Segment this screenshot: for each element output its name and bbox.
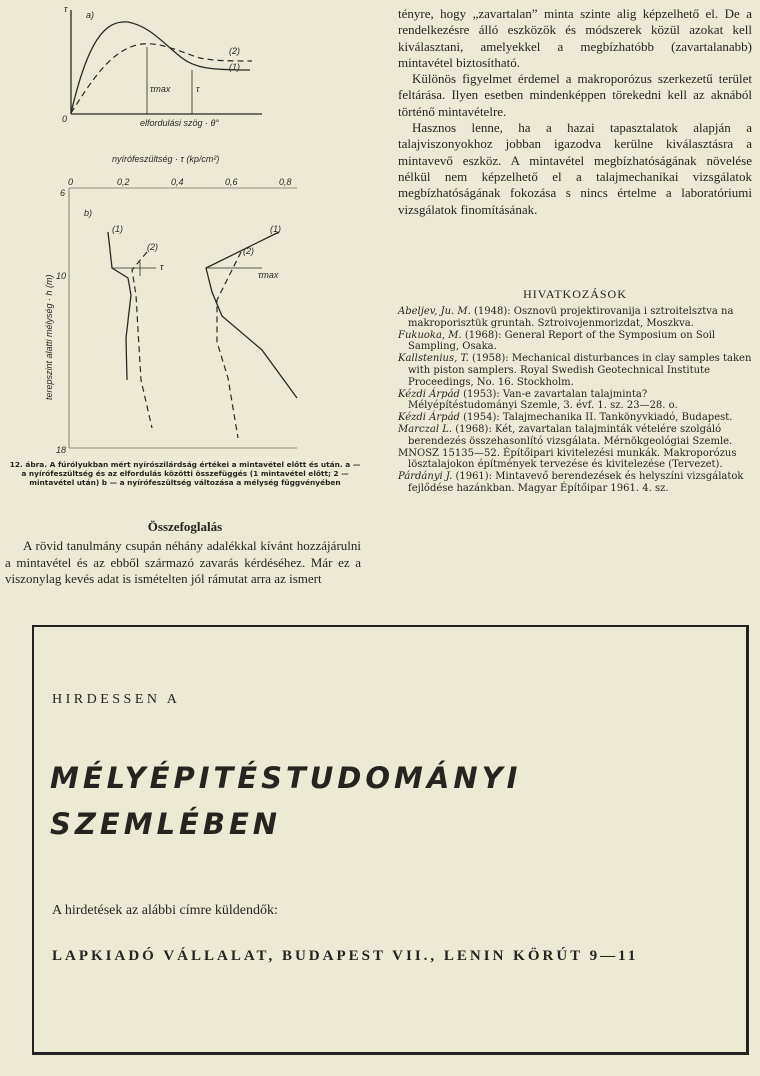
reference-item (398, 448, 752, 472)
panel-a-curve-1-label: (1) (229, 62, 240, 72)
panel-b-right-curve-1 (206, 232, 297, 398)
panel-a-tau-label: τ (196, 84, 200, 94)
panel-b-xtick-0: 0 (68, 177, 74, 187)
panel-a-curve-1 (71, 22, 250, 113)
reference-text: (1958): Mechanical disturbances in clay samples taken with piston samplers. Royal Swedish Geotechnical Institute Proceedings, No. 16. Stockholm. (408, 353, 752, 388)
paragraph-3: Hasznos lenne, ha a hazai tapasztalatok alapján a talajviszonyokhoz jobban igazodva kerülne kiválasztásra a mintavevő eszköz. A mintavétel megbízhatóságának növelése nélkül nem képzelhető el a talajmechanikai vizsgálatok megbízhatóságának fokozása s nincs értelme a laboratóriumi vizsgálatok finomításának. (398, 120, 752, 217)
panel-a-ylabel: τ (64, 4, 68, 14)
panel-b-grid (69, 188, 297, 448)
reference-item (398, 471, 752, 495)
panel-b-right-curve-2-label: (2) (243, 246, 254, 256)
panel-b-ytick-1: 10 (56, 271, 67, 281)
paragraph-2: Különös figyelmet érdemel a makroporózus szerkezetű terület feltárása. Ilyen esetben mindenképpen törekedni kell az aknából történő mintavételre. (398, 71, 752, 119)
reference-text: (1968): General Report of the Symposium on Soil Sampling, Osaka. (408, 329, 716, 353)
panel-b-left-curve-1 (108, 232, 131, 380)
summary-text: A rövid tanulmány csupán néhány adalékkal kívánt hozzájárulni a mintavétel és az ebből származó zavarás kérdéséhez. Már ez a viszonylag kevés adat is ismételten jól rámutat arra az ismert (5, 538, 361, 586)
reference-text: (1948): Osznovü projektirovanija i sztroitelsztva na makroporisztük gruntah. Sztroivojenmorizdat, Moszkva. (408, 306, 734, 329)
panel-b-left-curve-2-label: (2) (147, 242, 158, 252)
panel-b-left-curve-1-label: (1) (112, 224, 123, 234)
advertisement-box (32, 625, 749, 1055)
panel-b-ytick-0: 6 (60, 188, 66, 198)
reference-text: (1953): Van-e zavartalan talajminta? Mélyépítéstudományi Szemle, 3. évf. 1. sz. 23—28. o. (408, 388, 678, 412)
reference-text: (1954): Talajmechanika II. Tankönyvkiadó, Budapest. (459, 412, 733, 424)
panel-b-ylabel: terepszint alatti mélység · h (m) (44, 274, 54, 400)
figure-12 (0, 0, 380, 500)
reference-item (398, 330, 752, 354)
panel-a-label: a) (86, 10, 95, 20)
ad-intro: HIRDESSEN A (52, 692, 181, 707)
reference-author: Párdányi J. (398, 471, 453, 483)
references-list (398, 306, 752, 495)
panel-b-left-curve-2 (132, 252, 152, 428)
panel-a-xlabel: elfordulási szög · θ° (140, 118, 220, 128)
ad-address: LAPKIADÓ VÁLLALAT, BUDAPEST VII., LENIN KÖRÚT 9—11 (52, 948, 639, 964)
panel-b-right-curve-2 (217, 252, 241, 438)
panel-b-xtick-1: 0,2 (117, 177, 130, 187)
panel-b-right-curve-1-label: (1) (270, 224, 281, 234)
panel-b-right-tmax-label: τmax (258, 270, 279, 280)
reference-author: Kallstenius, T. (398, 353, 469, 365)
figure-panel-b-ticks (56, 177, 292, 455)
figure-caption: 12. ábra. A fúrólyukban mért nyírószilárdság értékei a mintavétel előtt és után. a — a nyírófeszültség és az elfordulás közötti összefüggés (1 mintavétel előtt; 2 — mintavétel után) b — a nyírófeszültség változása a mélység függvényében (9, 460, 361, 487)
reference-text: (1961): Mintavevő berendezések és helyszíni vizsgálatok fejlődése hazánkban. Magyar Építőipar 1961. 4. sz. (408, 471, 744, 494)
panel-b-left-tau-label: τ (160, 262, 164, 272)
ad-send-note: A hirdetések az alábbi címre küldendők: (52, 903, 278, 918)
reference-author: Fukuoka, M. (398, 329, 462, 341)
panel-b-curves (108, 232, 297, 438)
reference-author: Kézdi Árpád (398, 388, 460, 400)
panel-b-title: nyírófeszültség · τ (kp/cm²) (112, 154, 220, 164)
reference-item (398, 353, 752, 388)
reference-text: (1968): Két, zavartalan talajminták vételére szolgáló berendezés összehasonlító vizsgálata. Mérnökgeológiai Szemle. (408, 423, 733, 447)
panel-b-xtick-3: 0,6 (225, 177, 238, 187)
right-column-text (398, 6, 752, 218)
reference-text: MNOSZ 15135—52. Építőipari kivitelezési munkák. Makroporózus lösztalajokon építmények tervezése és kivitelezése (Tervezet). (398, 447, 737, 471)
ad-headline-line-2: SZEMLÉBEN (50, 807, 282, 841)
reference-item (398, 306, 752, 330)
ad-headline-line-1: MÉLYÉPITÉSTUDOMÁNYI (50, 761, 522, 795)
panel-b-xtick-4: 0,8 (279, 177, 292, 187)
panel-a-curve-2-label: (2) (229, 46, 240, 56)
references-title: HIVATKOZÁSOK (523, 287, 627, 301)
reference-item (398, 424, 752, 448)
reference-author: Kézdi Árpád (398, 412, 460, 424)
panel-b-ytick-2: 18 (56, 445, 67, 455)
panel-a-curve-2 (71, 44, 252, 113)
reference-item (398, 389, 752, 413)
ad-headline (50, 755, 521, 847)
paragraph-1: tényre, hogy „zavartalan” minta szinte alig képzelhető el. De a rendelkezésre álló eszközök és módszerek közül azokat kell kiválasztani, amelyekkel a megbízhatóbb (zavartalanabb) mintavétel biztosítható. (398, 6, 752, 70)
reference-author: Marczal L. (398, 423, 453, 435)
panel-a-tmax-label: τmax (150, 84, 171, 94)
panel-b-label: b) (84, 208, 93, 218)
reference-item (398, 412, 752, 424)
summary-title: Összefoglalás (147, 519, 223, 534)
reference-author: Abeljev, Ju. M. (398, 306, 471, 317)
panel-a-origin: 0 (62, 114, 68, 124)
panel-b-xtick-2: 0,4 (171, 177, 184, 187)
